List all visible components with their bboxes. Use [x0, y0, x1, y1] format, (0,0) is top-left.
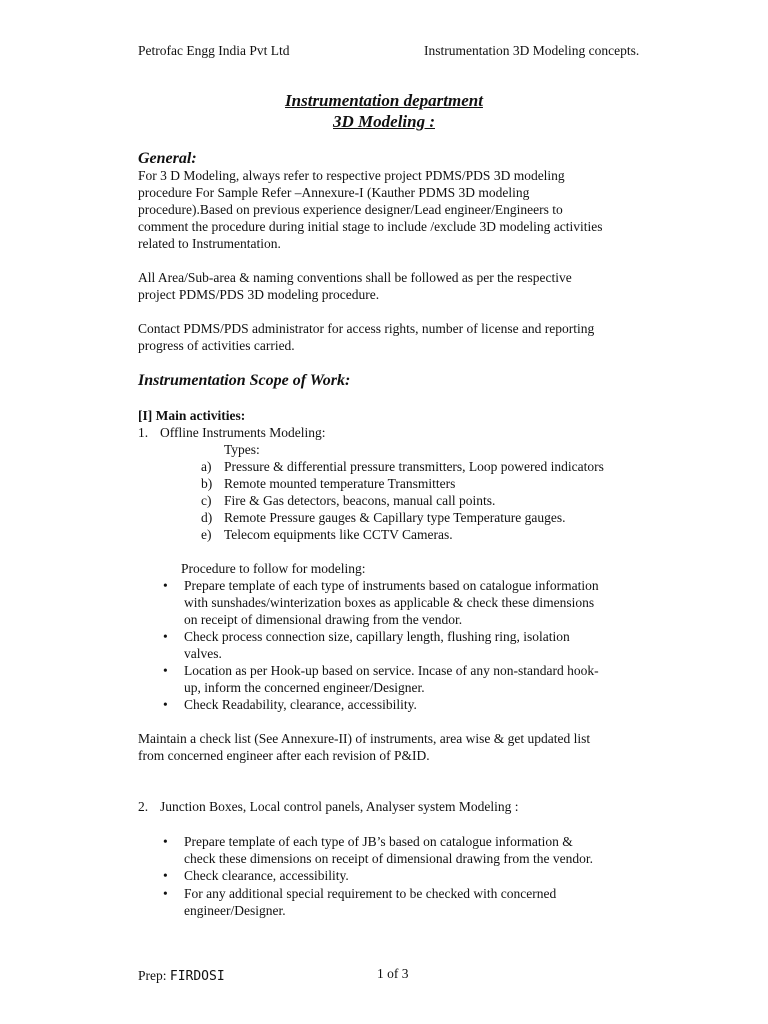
item2-number: 2. [138, 799, 149, 814]
checklist-paragraph [138, 730, 638, 764]
item2-label: Junction Boxes, Local control panels, Analyser system Modeling : [160, 799, 519, 814]
page-title [0, 90, 768, 111]
type-letter: e) [201, 527, 212, 542]
text-line: engineer/Designer. [184, 903, 286, 918]
text-line: procedure For Sample Refer –Annexure-I (Kauther PDMS 3D modeling [138, 185, 530, 200]
text-line: check these dimensions on receipt of dimensional drawing from the vendor. [184, 851, 594, 866]
main-activities-heading: [I] Main activities: [138, 408, 246, 423]
text-line: Check process connection size, capillary length, flushing ring, isolation [184, 629, 570, 644]
general-paragraph-1 [138, 167, 638, 252]
bullet-icon: • [163, 578, 168, 593]
text-line: Check clearance, accessibility. [184, 868, 349, 883]
text-line: Prepare template of each type of instruments based on catalogue information [184, 578, 599, 593]
bullet-item [184, 885, 556, 919]
text-line: from concerned engineer after each revision of P&ID. [138, 748, 430, 763]
bullet-item [184, 833, 593, 867]
text-line: project PDMS/PDS 3D modeling procedure. [138, 287, 380, 302]
bullet-item [184, 867, 349, 884]
page-title-line1: Instrumentation department [285, 91, 483, 110]
type-item: Pressure & differential pressure transmitters, Loop powered indicators [224, 459, 604, 474]
bullet-item [184, 696, 417, 713]
text-line: up, inform the concerned engineer/Designer. [184, 680, 425, 695]
text-line: Contact PDMS/PDS administrator for access rights, number of license and reporting [138, 321, 595, 336]
text-line: with sunshades/winterization boxes as applicable & check these dimensions [184, 595, 595, 610]
text-line: Prepare template of each type of JB’s based on catalogue information & [184, 834, 573, 849]
general-paragraph-3 [138, 320, 638, 354]
text-line: progress of activities carried. [138, 338, 295, 353]
page-number: 1 of 3 [377, 966, 409, 981]
bullet-icon: • [163, 663, 168, 678]
item1-label: Offline Instruments Modeling: [160, 425, 326, 440]
procedure-label: Procedure to follow for modeling: [181, 561, 366, 576]
text-line: For any additional special requirement to be checked with concerned [184, 886, 557, 901]
header-doc-title: Instrumentation 3D Modeling concepts. [424, 43, 640, 58]
prep-name: FIRDOSI [169, 969, 225, 984]
text-line: Maintain a check list (See Annexure-II) of instruments, area wise & get updated list [138, 731, 591, 746]
text-line: Check Readability, clearance, accessibility. [184, 697, 417, 712]
item1-number: 1. [138, 425, 149, 440]
text-line: All Area/Sub-area & naming conventions shall be followed as per the respective [138, 270, 572, 285]
type-item: Telecom equipments like CCTV Cameras. [224, 527, 453, 542]
general-heading: General: [138, 150, 197, 167]
type-item: Fire & Gas detectors, beacons, manual call points. [224, 493, 496, 508]
bullet-icon: • [163, 697, 168, 712]
bullet-icon: • [163, 868, 168, 883]
text-line: Location as per Hook-up based on service. Incase of any non-standard hook- [184, 663, 599, 678]
text-line: related to Instrumentation. [138, 236, 281, 251]
text-line: valves. [184, 646, 222, 661]
page-title-line2: 3D Modeling : [333, 112, 435, 131]
text-line: on receipt of dimensional drawing from the vendor. [184, 612, 463, 627]
text-line: comment the procedure during initial stage to include /exclude 3D modeling activities [138, 219, 603, 234]
header-company: Petrofac Engg India Pvt Ltd [138, 43, 290, 58]
types-label: Types: [224, 442, 260, 457]
text-line: procedure).Based on previous experience designer/Lead engineer/Engineers to [138, 202, 563, 217]
scope-heading: Instrumentation Scope of Work: [138, 372, 351, 389]
text-line: For 3 D Modeling, always refer to respective project PDMS/PDS 3D modeling [138, 168, 565, 183]
type-letter: a) [201, 459, 212, 474]
page-subtitle [0, 111, 768, 132]
bullet-icon: • [163, 886, 168, 901]
bullet-item [184, 662, 599, 696]
bullet-item [184, 628, 570, 662]
footer-prep [138, 967, 225, 985]
bullet-icon: • [163, 834, 168, 849]
type-item: Remote Pressure gauges & Capillary type Temperature gauges. [224, 510, 566, 525]
prep-label: Prep: [138, 968, 167, 983]
general-paragraph-2 [138, 269, 638, 303]
bullet-icon: • [163, 629, 168, 644]
bullet-item [184, 577, 599, 628]
type-item: Remote mounted temperature Transmitters [224, 476, 456, 491]
type-letter: b) [201, 476, 213, 491]
type-letter: c) [201, 493, 212, 508]
type-letter: d) [201, 510, 213, 525]
